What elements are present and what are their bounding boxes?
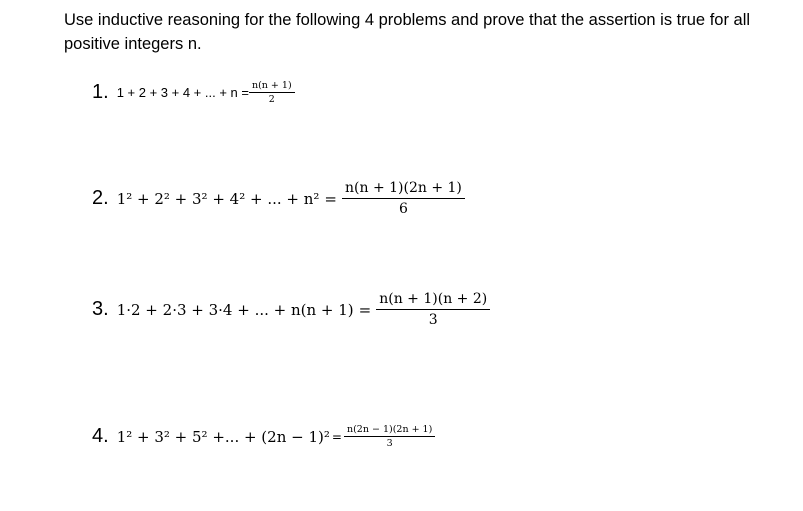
fraction-numerator: n(n + 1)(n + 2) xyxy=(376,291,490,310)
instructions-text: Use inductive reasoning for the following 4 problems and prove that the assertion is true for all positive integers n. xyxy=(64,11,751,53)
problem-lhs: 1 + 2 + 3 + 4 + ... + n = xyxy=(116,85,249,100)
problem-lhs: 1·2 + 2·3 + 3·4 + ... + n(n + 1) xyxy=(116,300,354,319)
problem-number: 3. xyxy=(92,298,109,320)
fraction-numerator: n(n + 1) xyxy=(249,80,295,93)
fraction xyxy=(344,424,435,449)
fraction-numerator: n(n + 1)(2n + 1) xyxy=(342,180,465,199)
problem-1 xyxy=(92,80,295,105)
problem-number: 2. xyxy=(92,187,109,209)
problem-3 xyxy=(92,291,490,328)
problem-number: 1. xyxy=(92,81,109,103)
problem-2 xyxy=(92,180,465,217)
fraction xyxy=(249,80,295,105)
problem-lhs: 1² + 3² + 5² +... + (2n − 1)² xyxy=(116,427,330,446)
fraction-denominator: 2 xyxy=(268,94,275,105)
problem-number: 4. xyxy=(92,425,109,447)
equals-sign: = xyxy=(331,429,342,444)
fraction xyxy=(376,291,490,328)
problem-4 xyxy=(92,424,435,449)
fraction-denominator: 6 xyxy=(398,201,408,217)
fraction-denominator: 3 xyxy=(386,438,393,449)
equals-sign: = xyxy=(358,300,372,319)
equals-sign: = xyxy=(324,189,337,208)
fraction xyxy=(342,180,465,217)
problem-lhs: 1² + 2² + 3² + 4² + ... + n² xyxy=(116,189,320,208)
fraction-denominator: 3 xyxy=(428,312,438,328)
fraction-numerator: n(2n − 1)(2n + 1) xyxy=(344,424,435,437)
